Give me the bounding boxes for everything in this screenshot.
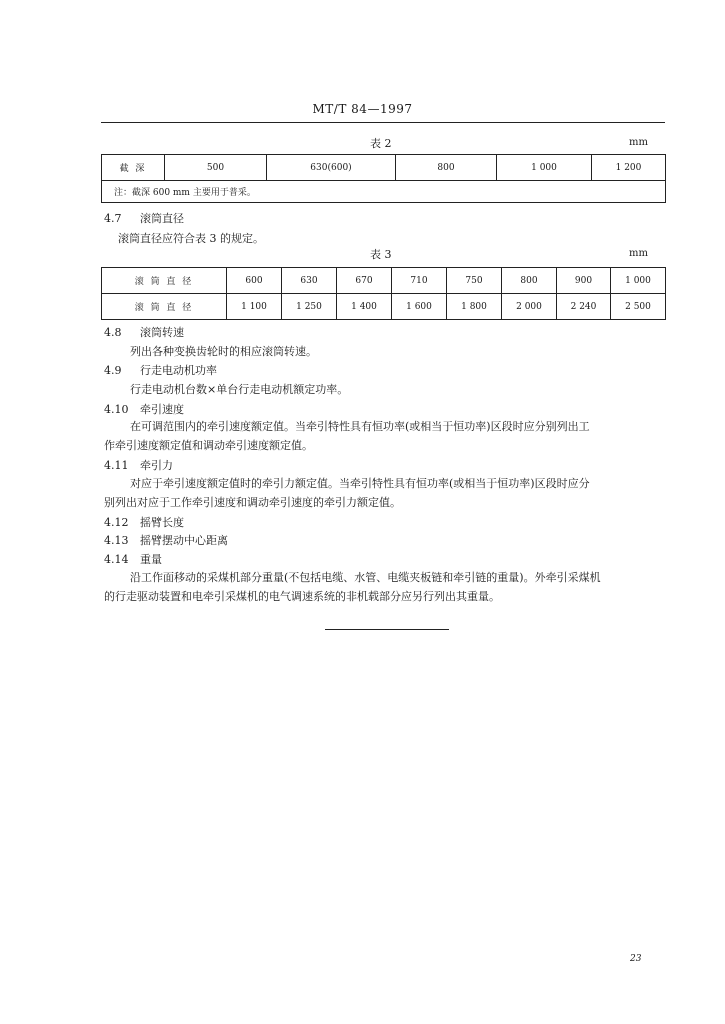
section-4-7-heading xyxy=(104,210,184,226)
section-4-11-body-line: 对应于牵引速度额定值时的牵引力额定值。当牵引特性具有恒功率(或相当于恒功率)区段时应分 xyxy=(130,477,590,490)
table3 xyxy=(101,267,666,320)
table2-unit: mm xyxy=(629,137,648,148)
table2-cell: 800 xyxy=(396,155,497,181)
table2-row xyxy=(102,155,666,181)
section-4-10-heading xyxy=(104,401,184,417)
section-title: 滚筒转速 xyxy=(140,326,184,339)
section-number: 4.10 xyxy=(104,403,129,416)
table3-cell: 1 600 xyxy=(392,294,447,320)
section-title: 摇臂长度 xyxy=(140,516,184,529)
section-4-13-heading xyxy=(104,532,228,548)
table3-cell: 600 xyxy=(227,268,282,294)
end-rule xyxy=(325,629,449,630)
table3-cell: 900 xyxy=(557,268,611,294)
section-4-12-heading xyxy=(104,514,184,530)
table2-note-row xyxy=(102,181,666,203)
section-number: 4.11 xyxy=(104,459,129,472)
table3-cell: 1 250 xyxy=(282,294,337,320)
table3-cell: 2 240 xyxy=(557,294,611,320)
table2-cell: 1 200 xyxy=(592,155,666,181)
page-header: MT/T 84—1997 xyxy=(312,102,413,116)
section-4-10-body-line: 在可调范围内的牵引速度额定值。当牵引特性具有恒功率(或相当于恒功率)区段时应分别列出工 xyxy=(130,420,590,433)
section-4-11-body-line: 别列出对应于工作牵引速度和调动牵引速度的牵引力额定值。 xyxy=(104,496,401,509)
table3-cell: 2 500 xyxy=(611,294,666,320)
section-title: 滚筒直径 xyxy=(140,212,184,225)
table2-caption: 表 2 xyxy=(370,137,392,150)
table3-cell: 1 000 xyxy=(611,268,666,294)
section-4-14-body-line: 沿工作面移动的采煤机部分重量(不包括电缆、水管、电缆夹板链和牵引链的重量)。外牵引采煤机 xyxy=(130,571,601,584)
table3-cell: 670 xyxy=(337,268,392,294)
table2-row-label: 截 深 xyxy=(102,155,165,181)
section-number: 4.7 xyxy=(104,212,122,225)
section-4-14-body-line: 的行走驱动装置和电牵引采煤机的电气调速系统的非机载部分应另行列出其重量。 xyxy=(104,590,500,603)
section-title: 行走电动机功率 xyxy=(140,364,217,377)
table3-row xyxy=(102,294,666,320)
table3-cell: 800 xyxy=(502,268,557,294)
section-number: 4.8 xyxy=(104,326,122,339)
table2-cell: 630(600) xyxy=(267,155,396,181)
page-number: 23 xyxy=(630,954,642,964)
section-4-9-body: 行走电动机台数×单台行走电动机额定功率。 xyxy=(130,383,349,396)
table3-unit: mm xyxy=(629,248,648,259)
section-number: 4.12 xyxy=(104,516,129,529)
section-4-14-heading xyxy=(104,551,162,567)
section-title: 重量 xyxy=(140,553,162,566)
section-4-11-heading xyxy=(104,457,173,473)
table2-note: 注：截深 600 mm 主要用于普采。 xyxy=(102,181,666,203)
section-4-7-body: 滚筒直径应符合表 3 的规定。 xyxy=(118,232,264,245)
table3-cell: 1 800 xyxy=(447,294,502,320)
section-title: 牵引力 xyxy=(140,459,173,472)
table3-row-label: 滚 筒 直 径 xyxy=(102,294,227,320)
table3-cell: 630 xyxy=(282,268,337,294)
table3-cell: 750 xyxy=(447,268,502,294)
table3-cell: 1 400 xyxy=(337,294,392,320)
table3-cell: 1 100 xyxy=(227,294,282,320)
section-4-8-body: 列出各种变换齿轮时的相应滚筒转速。 xyxy=(130,345,317,358)
section-4-8-heading xyxy=(104,324,184,340)
section-number: 4.9 xyxy=(104,364,122,377)
table3-row-label: 滚 筒 直 径 xyxy=(102,268,227,294)
section-4-10-body-line: 作牵引速度额定值和调动牵引速度额定值。 xyxy=(104,439,313,452)
table3-cell: 2 000 xyxy=(502,294,557,320)
table3-row xyxy=(102,268,666,294)
table3-caption: 表 3 xyxy=(370,248,392,261)
table2-cell: 500 xyxy=(165,155,267,181)
section-4-9-heading xyxy=(104,362,217,378)
table3-cell: 710 xyxy=(392,268,447,294)
section-number: 4.13 xyxy=(104,534,129,547)
table2 xyxy=(101,154,666,203)
section-number: 4.14 xyxy=(104,553,129,566)
section-title: 摇臂摆动中心距离 xyxy=(140,534,228,547)
section-title: 牵引速度 xyxy=(140,403,184,416)
table2-cell: 1 000 xyxy=(497,155,592,181)
header-rule xyxy=(101,122,665,123)
